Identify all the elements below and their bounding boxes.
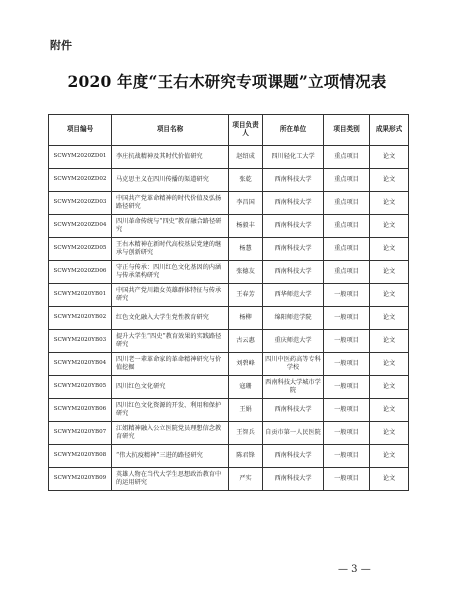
cell-output: 论文 (370, 261, 409, 284)
cell-code: SCWYM2020YB01 (49, 284, 112, 307)
cell-output: 论文 (370, 330, 409, 353)
cell-category: 重点项目 (324, 261, 370, 284)
table-row (49, 146, 409, 169)
cell-project-name: 四川老一辈革命家的革命精神研究与价值挖掘 (112, 353, 229, 376)
cell-leader: 张乾 (229, 169, 263, 192)
cell-code: SCWYM2020ZD01 (49, 146, 112, 169)
cell-leader: 王智兵 (229, 422, 263, 445)
cell-code: SCWYM2020YB06 (49, 399, 112, 422)
cell-project-name: 江姐精神融入公立医院党员理想信念教育研究 (112, 422, 229, 445)
cell-category: 一般项目 (324, 468, 370, 491)
cell-unit: 西南科技大学 (263, 169, 324, 192)
cell-leader: 赵绍成 (229, 146, 263, 169)
cell-unit: 西南科技大学 (263, 445, 324, 468)
cell-category: 一般项目 (324, 353, 370, 376)
page-number: — 3 — (338, 564, 371, 575)
cell-project-name: 中国共产党川籍女英雄群体特征与传承研究 (112, 284, 229, 307)
table-row (49, 284, 409, 307)
cell-code: SCWYM2020YB04 (49, 353, 112, 376)
table-row (49, 261, 409, 284)
cell-leader: 寇珊 (229, 376, 263, 399)
cell-project-name: 马克思主义在四川传播的渠道研究 (112, 169, 229, 192)
cell-code: SCWYM2020YB03 (49, 330, 112, 353)
cell-project-name: 王右木精神在新时代高校基层党建的继承与创新研究 (112, 238, 229, 261)
cell-code: SCWYM2020YB08 (49, 445, 112, 468)
col-header-unit: 所在单位 (263, 115, 324, 146)
project-table (48, 114, 409, 491)
cell-category: 一般项目 (324, 376, 370, 399)
table-row (49, 353, 409, 376)
table-row (49, 215, 409, 238)
cell-project-name: 四川红色文化研究 (112, 376, 229, 399)
table-row (49, 422, 409, 445)
cell-unit: 绵阳师范学院 (263, 307, 324, 330)
cell-leader: 王春芳 (229, 284, 263, 307)
cell-code: SCWYM2020ZD06 (49, 261, 112, 284)
cell-output: 论文 (370, 169, 409, 192)
cell-leader: 杨柳 (229, 307, 263, 330)
cell-leader: 李昌国 (229, 192, 263, 215)
cell-output: 论文 (370, 468, 409, 491)
cell-unit: 西南科技大学城市学院 (263, 376, 324, 399)
cell-output: 论文 (370, 215, 409, 238)
cell-output: 论文 (370, 238, 409, 261)
cell-leader: 刘碧峰 (229, 353, 263, 376)
col-header-code: 项目编号 (49, 115, 112, 146)
table-row (49, 376, 409, 399)
cell-output: 论文 (370, 146, 409, 169)
cell-unit: 西南科技大学 (263, 215, 324, 238)
cell-output: 论文 (370, 307, 409, 330)
table-header-row (49, 115, 409, 146)
table-row (49, 307, 409, 330)
table-row (49, 468, 409, 491)
cell-code: SCWYM2020YB05 (49, 376, 112, 399)
cell-category: 一般项目 (324, 422, 370, 445)
cell-output: 论文 (370, 353, 409, 376)
cell-code: SCWYM2020ZD02 (49, 169, 112, 192)
cell-code: SCWYM2020YB02 (49, 307, 112, 330)
cell-category: 一般项目 (324, 445, 370, 468)
cell-output: 论文 (370, 422, 409, 445)
table-row (49, 330, 409, 353)
cell-project-name: 四川革命传统与“四史”教育融合路径研究 (112, 215, 229, 238)
cell-unit: 西南科技大学 (263, 399, 324, 422)
col-header-category: 项目类别 (324, 115, 370, 146)
cell-code: SCWYM2020YB07 (49, 422, 112, 445)
cell-output: 论文 (370, 376, 409, 399)
cell-output: 论文 (370, 445, 409, 468)
attachment-label: 附件 (50, 39, 72, 52)
table-row (49, 238, 409, 261)
cell-category: 一般项目 (324, 399, 370, 422)
cell-unit: 重庆师范大学 (263, 330, 324, 353)
cell-project-name: 四川红色文化资源的开发、利用和保护研究 (112, 399, 229, 422)
cell-category: 重点项目 (324, 192, 370, 215)
col-header-leader: 项目负责人 (229, 115, 263, 146)
cell-project-name: 提升大学生“四史”教育效果的实践路径研究 (112, 330, 229, 353)
cell-unit: 西南科技大学 (263, 261, 324, 284)
cell-category: 一般项目 (324, 330, 370, 353)
cell-leader: 古云惠 (229, 330, 263, 353)
cell-unit: 西南科技大学 (263, 192, 324, 215)
cell-project-name: 李庄抗战精神及其时代价值研究 (112, 146, 229, 169)
cell-output: 论文 (370, 192, 409, 215)
cell-code: SCWYM2020ZD04 (49, 215, 112, 238)
cell-category: 重点项目 (324, 146, 370, 169)
cell-leader: 严实 (229, 468, 263, 491)
cell-category: 重点项目 (324, 238, 370, 261)
cell-code: SCWYM2020ZD03 (49, 192, 112, 215)
cell-unit: 西南科技大学 (263, 468, 324, 491)
cell-leader: 陈君锋 (229, 445, 263, 468)
table-row (49, 445, 409, 468)
cell-category: 一般项目 (324, 307, 370, 330)
cell-category: 一般项目 (324, 284, 370, 307)
cell-category: 重点项目 (324, 215, 370, 238)
cell-unit: 四川中医药高等专科学校 (263, 353, 324, 376)
col-header-name: 项目名称 (112, 115, 229, 146)
cell-code: SCWYM2020ZD05 (49, 238, 112, 261)
cell-unit: 西南科技大学 (263, 238, 324, 261)
cell-leader: 张德友 (229, 261, 263, 284)
cell-output: 论文 (370, 284, 409, 307)
cell-unit: 自贡市第一人民医院 (263, 422, 324, 445)
cell-leader: 王娟 (229, 399, 263, 422)
cell-project-name: 红色文化融入大学生党性教育研究 (112, 307, 229, 330)
cell-project-name: “伟大抗疫精神”三进的路径研究 (112, 445, 229, 468)
cell-unit: 西华师范大学 (263, 284, 324, 307)
cell-unit: 四川轻化工大学 (263, 146, 324, 169)
page-title: 2020 年度“王右木研究专项课题”立项情况表 (67, 72, 387, 91)
table-row (49, 399, 409, 422)
cell-leader: 杨毅丰 (229, 215, 263, 238)
table-row (49, 192, 409, 215)
col-header-output: 成果形式 (370, 115, 409, 146)
cell-category: 重点项目 (324, 169, 370, 192)
cell-project-name: 守正与传承：四川红色文化基因的内涵与传承架构研究 (112, 261, 229, 284)
cell-output: 论文 (370, 399, 409, 422)
cell-leader: 杨慧 (229, 238, 263, 261)
table-row (49, 169, 409, 192)
cell-project-name: 中国共产党革命精神的时代价值及弘扬路径研究 (112, 192, 229, 215)
cell-project-name: 英雄人物在当代大学生思想政治教育中的运用研究 (112, 468, 229, 491)
cell-code: SCWYM2020YB09 (49, 468, 112, 491)
table-body (49, 146, 409, 491)
